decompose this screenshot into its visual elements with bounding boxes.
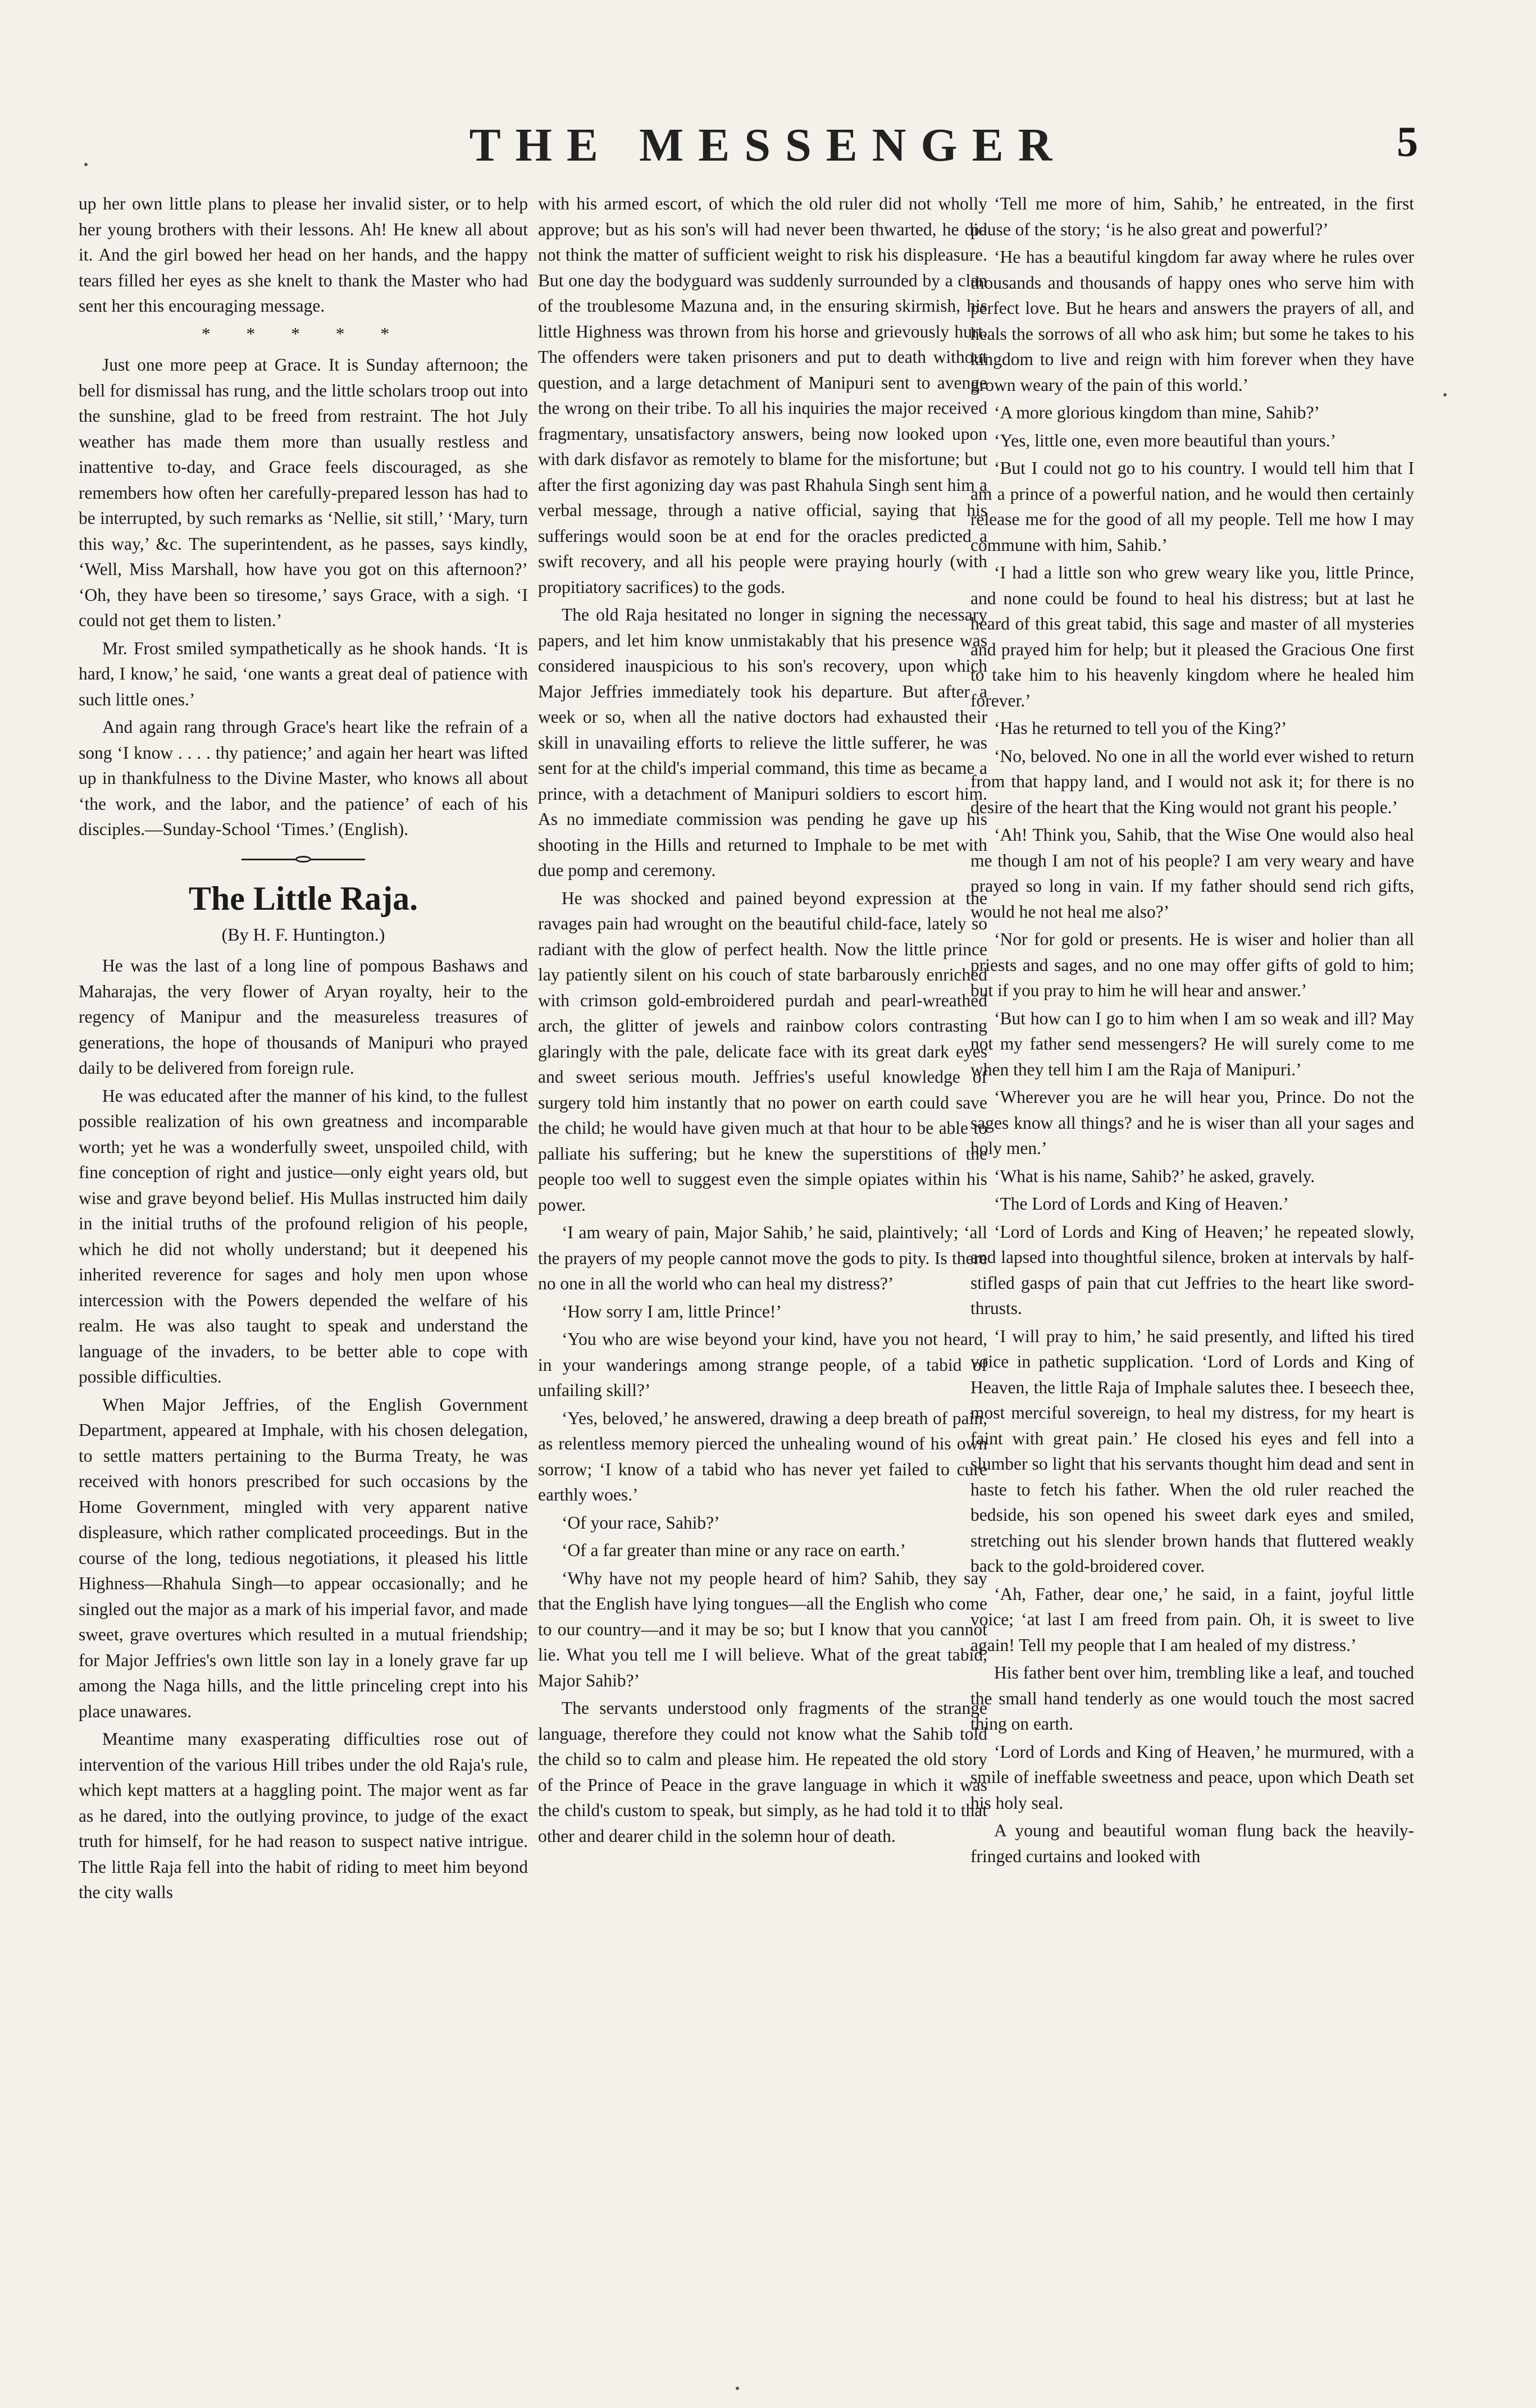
page-number: 5	[1397, 118, 1418, 166]
print-speck	[1443, 393, 1447, 396]
paragraph: The servants understood only fragments of the strange language, therefore they could not know what the Sahib told the child so to calm and please him. He repeated the old story of the Prince of Peace in the grave language in which it was the child's custom to speak, but simply, as he had told it to that other and dearer child in the solemn hour of death.	[538, 1698, 987, 1846]
paragraph: ‘A more glorious kingdom than mine, Sahib?’	[994, 403, 1320, 422]
paragraph: ‘No, beloved. No one in all the world ever wished to return from that happy land, and I would not ask it; for there is no desire of the heart that the King would not grant his people.’	[970, 746, 1414, 817]
print-speck	[736, 2387, 739, 2390]
paragraph: ‘Of a far greater than mine or any race on earth.’	[562, 1540, 906, 1560]
column-1	[79, 191, 528, 2336]
paragraph: ‘Wherever you are he will hear you, Prince. Do not the sages know all things? and he is wiser than all your sages and holy men.’	[970, 1087, 1414, 1158]
paragraph: with his armed escort, of which the old ruler did not wholly approve; but as his son's will had never been thwarted, he did not think the matter of sufficient weight to risk his displeasure. But one day the bodyguard was suddenly surrounded by a clan of the troublesome Mazuna and, in the ensuring skirmish, his little Highness was thrown from his horse and grievously hurt. The offenders were taken prisoners and put to death without question, and a large detachment of Manipuri sent to avenge the wrong on their tribe. To all his inquiries the major received fragmentary, unsatisfactory answers, being now looked upon with dark disfavor as remotely to blame for the misfortune; but after the first agonizing day was past Rhahula Singh sent him a verbal message, through a native official, saying that his sufferings would soon be at end for the oracles predicted a swift recovery, and all his people were praying hourly (with propitiatory sacrifices) to the gods.	[538, 194, 987, 597]
paragraph: ‘The Lord of Lords and King of Heaven.’	[994, 1194, 1289, 1214]
paragraph: When Major Jeffries, of the English Government Department, appeared at Imphale, with his chosen delegation, to settle matters pertaining to the Burma Treaty, he was received with honors prescribed for such occasions by the Home Government, mingled with very apparent native displeasure, which rather complicated proceedings. But in the course of the long, tedious negotiations, it pleased his little Highness—Rhahula Singh—to appear occasionally; and he singled out the major as a mark of his imperial favor, and made sweet, grave overtures which resulted in a mutual friendship; for Major Jeffries's own little son lay in a lonely grave far up among the Naga hills, and the little princeling crept into his place unawares.	[79, 1394, 528, 1721]
paragraph: ‘I will pray to him,’ he said presently, and lifted his tired voice in pathetic supplication. ‘Lord of Lords and King of Heaven, the little Raja of Imphale salutes thee. I beseech thee, most merciful sovereign, to heal my distress, for my heart is faint with great pain.’ He closed his eyes and fell into a slumber so light that his servants thought him dead and sent in haste to fetch his father. When the old ruler reached the bedside, his son opened his sweet dark eyes and smiled, stretching out his slender brown hands that fluttered weakly back to the gold-broidered cover.	[970, 1326, 1414, 1576]
byline: (By H. F. Huntington.)	[221, 924, 385, 945]
paragraph: Just one more peep at Grace. It is Sunday afternoon; the bell for dismissal has rung, and the little scholars troop out into the sunshine, glad to be freed from restraint. The hot July weather has made them more than usually restless and inattentive to-day, and Grace feels discouraged, as she remembers how often her carefully-prepared lesson has had to be interrupted, by such remarks as ‘Nellie, sit still,’ ‘Mary, turn this way,’ &c. The superintendent, as he passes, says kindly, ‘Well, Miss Marshall, how have you got on this afternoon?’ ‘Oh, they have been so tiresome,’ says Grace, with a sigh. ‘I could not get them to listen.’	[79, 355, 528, 630]
paragraph: The old Raja hesitated no longer in signing the necessary papers, and let him know unmistakably that his presence was considered inauspicious to his son's recovery, upon which Major Jeffries immediately took his departure. But after a week or so, when all the native doctors had exhausted their skill in unavailing efforts to relieve the little sufferer, he was sent for at the child's imperial command, this time as became a prince, with a detachment of Manipuri soldiers to escort him. As no immediate commission was pending he gave up his shooting in the Hills and returned to Imphale to be met with due pomp and ceremony.	[538, 605, 987, 880]
paragraph: ‘What is his name, Sahib?’ he asked, gravely.	[994, 1166, 1315, 1186]
column-2	[538, 191, 987, 2336]
ornamental-rule	[241, 856, 365, 863]
story-title: The Little Raja.	[188, 879, 418, 917]
paragraph: ‘Lord of Lords and King of Heaven,’ he murmured, with a smile of ineffable sweetness and peace, upon which Death set his holy seal.	[970, 1741, 1414, 1813]
paragraph: ‘Yes, little one, even more beautiful than yours.’	[994, 430, 1337, 450]
paragraph: A young and beautiful woman flung back the heavily-fringed curtains and looked with	[970, 1821, 1414, 1866]
paragraph: His father bent over him, trembling like a leaf, and touched the small hand tenderly as one would touch the most sacred thing on earth.	[970, 1663, 1414, 1734]
paragraph: up her own little plans to please her invalid sister, or to help her young brothers with their lessons. Ah! He knew all about it. And the girl bowed her head on her hands, and the happy tears filled her eyes as she knelt to thank the Master who had sent her this encouraging message.	[79, 194, 528, 316]
newspaper-title: THE MESSENGER	[469, 119, 1067, 171]
masthead	[0, 95, 1536, 185]
paragraph: ‘I had a little son who grew weary like you, little Prince, and none could be found to heal his distress; but at last he heard of this great tabid, this sage and master of all mysteries and prayed him for help; but it pleased the Gracious One first to take him to his heavenly kingdom where he healed him forever.’	[970, 563, 1414, 710]
paragraph: ‘He has a beautiful kingdom far away where he rules over thousands and thousands of happy ones who serve him with perfect love. But he hears and answers the prayers of all, and heals the sorrows of all who ask him; but some he takes to his kingdom to live and reign with him forever when they have grown weary of the pain of this world.’	[970, 247, 1414, 395]
paragraph: He was the last of a long line of pompous Bashaws and Maharajas, the very flower of Aryan royalty, heir to the regency of Manipur and the measureless treasures of generations, the hope of thousands of Manipuri who prayed daily to be delivered from foreign rule.	[79, 956, 528, 1078]
paragraph: ‘But I could not go to his country. I would tell him that I am a prince of a powerful nation, and he would then certainly release me for the good of all my people. Tell me how I may commune with him, Sahib.’	[970, 458, 1414, 555]
print-speck	[84, 163, 88, 166]
paragraph: Meantime many exasperating difficulties rose out of intervention of the various Hill tribes under the old Raja's rule, which kept matters at a haggling point. The major went as far as he dared, into the outlying province, to judge of the exact truth for himself, for he had reason to suspect native intrigue. The little Raja fell into the habit of riding to meet him beyond the city walls	[79, 1729, 528, 1902]
paragraph: He was shocked and pained beyond expression at the ravages pain had wrought on the beautiful child-face, lately so radiant with the glow of perfect health. Now the little prince lay patiently silent on his couch of state barbarously enriched with crimson gold-embroidered purdah and pearl-wreathed arch, the glitter of jewels and rainbow colors contrasting glaringly with the pale, delicate face with its great dark eyes and sweet serious mouth. Jeffries's useful knowledge of surgery told him instantly that no power on earth could save the child; he would have given much at that hour to be able to palliate his suffering; but he knew the superstitions of the people too well to suggest even the simple opiates within his power.	[538, 888, 987, 1215]
paragraph: And again rang through Grace's heart like the refrain of a song ‘I know . . . . thy patience;’ and again her heart was lifted up in thankfulness to the Divine Master, who knows all about ‘the work, and the labor, and the patience’ of each of his disciples.—Sunday-School ‘Times.’ (English).	[79, 717, 528, 839]
paragraph: ‘Tell me more of him, Sahib,’ he entreated, in the first pause of the story; ‘is he also great and powerful?’	[970, 194, 1414, 239]
paragraph: ‘How sorry I am, little Prince!’	[562, 1301, 782, 1321]
paragraph: ‘Why have not my people heard of him? Sahib, they say that the English have lying tongues—all the English who come to our country—and it may be so; but I know that you cannot lie. What you tell me I will believe. What of the great tabid, Major Sahib?’	[538, 1568, 987, 1690]
paragraph: Mr. Frost smiled sympathetically as he shook hands. ‘It is hard, I know,’ he said, ‘one wants a great deal of patience with such little ones.’	[79, 638, 528, 709]
paragraph: ‘Lord of Lords and King of Heaven;’ he repeated slowly, and lapsed into thoughtful silence, broken at intervals by half-stifled gasps of pain that cut Jeffries to the heart like sword-thrusts.	[970, 1221, 1414, 1318]
paragraph: ‘Ah! Think you, Sahib, that the Wise One would also heal me though I am not of his people? I am very weary and have prayed so long in vain. If my father should send rich gifts, would he not heal me also?’	[970, 825, 1414, 922]
paragraph: ‘Has he returned to tell you of the King?’	[994, 718, 1287, 738]
paragraph: ‘Ah, Father, dear one,’ he said, in a faint, joyful little voice; ‘at last I am freed from pain. Oh, it is sweet to live again! Tell my people that I am healed of my distress.’	[970, 1584, 1414, 1655]
column-3	[970, 191, 1414, 2336]
section-divider-stars: * * * * *	[201, 323, 405, 344]
paragraph: ‘Yes, beloved,’ he answered, drawing a deep breath of pain, as relentless memory pierced the unhealing wound of his own sorrow; ‘I know of a tabid who has never yet failed to cure earthly woes.’	[538, 1408, 987, 1504]
paragraph: He was educated after the manner of his kind, to the fullest possible realization of his own greatness and incomparable worth; yet he was a wonderfully sweet, unspoiled child, with fine conception of right and justice—only eight years old, but wise and grave beyond belief. His Mullas instructed him daily in the initial truths of the profound religion of his people, which he did not wholly understand; but it deepened his inherited reverence for sages and holy men upon whose intercession with the Powers depended the welfare of his realm. He was also taught to speak and understand the language of the invaders, to be better able to cope with possible difficulties.	[79, 1086, 528, 1387]
paragraph: ‘Of your race, Sahib?’	[562, 1512, 720, 1533]
paragraph: ‘Nor for gold or presents. He is wiser and holier than all priests and sages, and no one may offer gifts of gold to him; but if you pray to him he will hear and answer.’	[970, 929, 1414, 1000]
paragraph: ‘I am weary of pain, Major Sahib,’ he said, plaintively; ‘all the prayers of my people cannot move the gods to pity. Is there no one in all the world who can heal my distress?’	[538, 1223, 987, 1293]
paragraph: ‘You who are wise beyond your kind, have you not heard, in your wanderings among strange people, of a tabid of unfailing skill?’	[538, 1329, 987, 1400]
paragraph: ‘But how can I go to him when I am so weak and ill? May not my father send messengers? He will surely come to me when they tell him I am the Raja of Manipuri.’	[970, 1008, 1414, 1079]
